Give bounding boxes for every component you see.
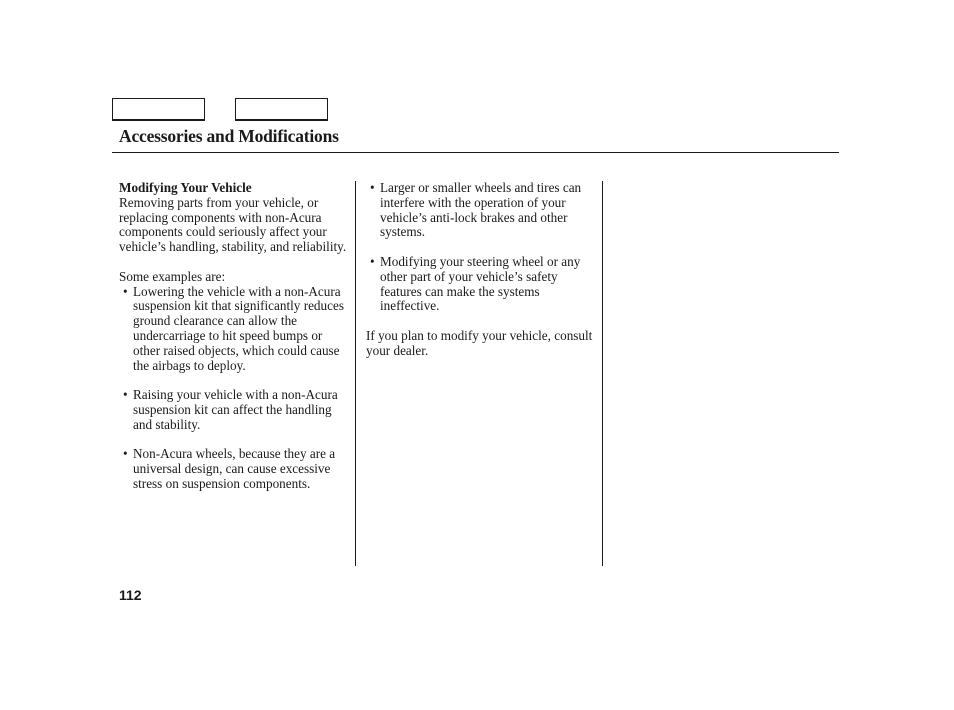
nav-next-box[interactable] (235, 98, 328, 121)
list-item (119, 388, 347, 432)
list-item-text: Modifying your steering wheel or any other part of your vehicle’s safety features can make the systems ineffective. (380, 253, 581, 314)
page-number: 112 (119, 587, 142, 603)
examples-label: Some examples are: (119, 268, 226, 284)
list-item (366, 255, 596, 314)
nav-prev-box[interactable] (112, 98, 205, 121)
column-middle (366, 181, 596, 359)
examples-list (119, 285, 347, 492)
page-title: Accessories and Modifications (119, 126, 339, 146)
list-item (119, 285, 347, 374)
bullet-glyph: • (123, 446, 128, 462)
list-item-text: Non-Acura wheels, because they are a universal design, can cause excessive stress on suspension components. (133, 446, 336, 491)
column-left (119, 181, 347, 492)
column-divider (355, 181, 356, 566)
examples-list-continued (366, 181, 596, 314)
closing-paragraph: If you plan to modify your vehicle, consult your dealer. (366, 327, 593, 358)
bullet-glyph: • (370, 253, 375, 269)
list-item (366, 181, 596, 240)
intro-paragraph: Removing parts from your vehicle, or replacing components with non-Acura components could seriously affect your vehicle’s handling, stability, and reliability. (119, 194, 347, 255)
list-item-text: Larger or smaller wheels and tires can interfere with the operation of your vehicle’s anti-lock brakes and other systems. (380, 180, 582, 240)
list-item (119, 447, 347, 491)
column-divider (602, 181, 603, 566)
title-rule (112, 152, 839, 153)
bullet-glyph: • (370, 180, 375, 195)
list-item-text: Lowering the vehicle with a non-Acura suspension kit that significantly reduces ground clearance can allow the undercarriage to hit speed bumps or other raised objects, which could cause the airbags to deploy. (133, 283, 344, 373)
section-heading: Modifying Your Vehicle (119, 180, 252, 195)
bullet-glyph: • (123, 283, 128, 299)
list-item-text: Raising your vehicle with a non-Acura suspension kit can affect the handling and stability. (133, 387, 338, 432)
bullet-glyph: • (123, 387, 128, 403)
